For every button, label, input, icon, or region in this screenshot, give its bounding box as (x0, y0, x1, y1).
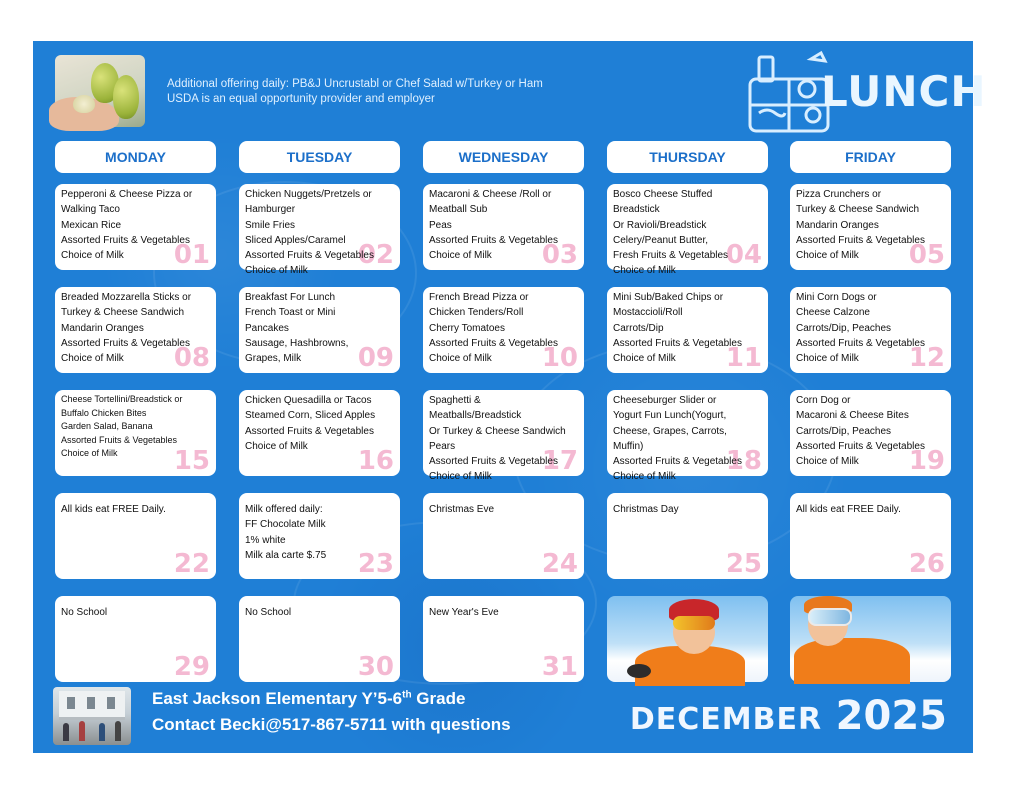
day-cell (790, 390, 951, 476)
school-name-suffix: Grade (411, 689, 466, 708)
pear-photo (55, 55, 145, 127)
daily-offering-info (167, 77, 543, 107)
date-number: 15 (173, 446, 210, 476)
menu-text: Mini Corn Dogs or Cheese Calzone Carrots/Dip, Peaches Assorted Fruits & Vegetables Choice of Milk (796, 292, 925, 365)
goggles-shape (673, 616, 715, 630)
day-cell (239, 493, 400, 579)
year-label: 2025 (835, 693, 947, 739)
school-building-photo (53, 687, 131, 745)
date-number: 30 (357, 652, 394, 682)
day-cell (55, 493, 216, 579)
day-cell (423, 390, 584, 483)
month-year (630, 693, 947, 739)
day-cell (607, 287, 768, 373)
menu-text: Corn Dog or Macaroni & Cheese Bites Carrots/Dip, Peaches Assorted Fruits & Vegetables Choice of Milk (796, 395, 925, 468)
day-cell (423, 493, 584, 579)
menu-text: Christmas Eve (429, 504, 495, 515)
menu-text: Pepperoni & Cheese Pizza or Walking Taco Mexican Rice Assorted Fruits & Vegetables Choice of Milk (61, 189, 193, 262)
info-line-offering: Additional offering daily: PB&J Uncrustabl or Chef Salad w/Turkey or Ham (167, 78, 543, 90)
kid-snow-photo (790, 596, 951, 682)
lunch-title: LUNCH (821, 67, 987, 116)
lunch-menu-poster (33, 41, 987, 753)
menu-text: Pizza Crunchers or Turkey & Cheese Sandwich Mandarin Oranges Assorted Fruits & Vegetables Choice of Milk (796, 189, 925, 262)
date-number: 23 (357, 549, 394, 579)
date-number: 02 (357, 240, 394, 270)
day-cell (607, 390, 768, 483)
date-number: 29 (173, 652, 210, 682)
menu-text: Bosco Cheese Stuffed Breadstick Or Ravioli/Breadstick Celery/Peanut Butter, Fresh Fruits & Vegetables Choice of Milk (613, 189, 729, 277)
menu-text: No School (61, 607, 108, 618)
menu-text: Breaded Mozzarella Sticks or Turkey & Cheese Sandwich Mandarin Oranges Assorted Fruits & Vegetables Choice of Milk (61, 292, 192, 365)
menu-text: Breakfast For Lunch French Toast or Mini Pancakes Sausage, Hashbrowns, Grapes, Milk (245, 292, 349, 365)
day-cell (55, 390, 216, 476)
pear-shape (113, 75, 139, 119)
date-number: 03 (541, 240, 578, 270)
kid-skiing-photo (607, 596, 768, 682)
date-number: 22 (173, 549, 210, 579)
date-number: 18 (725, 446, 762, 476)
school-name (152, 689, 465, 709)
day-cell (423, 287, 584, 373)
day-header-thursday: THURSDAY (607, 141, 768, 173)
day-cell (790, 287, 951, 373)
menu-text: Mini Sub/Baked Chips or Mostaccioli/Roll Carrots/Dip Assorted Fruits & Vegetables Choice of Milk (613, 292, 742, 365)
menu-text: Spaghetti & Meatballs/Breadstick Or Turkey & Cheese Sandwich Pears Assorted Fruits & Vegetables Choice of Milk (429, 395, 566, 483)
date-number: 17 (541, 446, 578, 476)
glove-shape (627, 664, 651, 678)
menu-text: No School (245, 607, 292, 618)
pear-slice-shape (73, 95, 95, 113)
day-header-wednesday: WEDNESDAY (423, 141, 584, 173)
day-cell (423, 184, 584, 270)
day-header-tuesday: TUESDAY (239, 141, 400, 173)
menu-text: Chicken Nuggets/Pretzels or Hamburger Smile Fries Sliced Apples/Caramel Assorted Fruits & Vegetables Choice of Milk (245, 189, 374, 277)
day-cell (239, 596, 400, 682)
lunch-logo (747, 49, 987, 135)
date-number: 08 (173, 343, 210, 373)
goggles-shape (808, 608, 852, 626)
month-label: DECEMBER (629, 702, 823, 737)
day-cell (239, 184, 400, 277)
person-shape (115, 721, 121, 741)
menu-text: Cheeseburger Slider or Yogurt Fun Lunch(Yogurt, Cheese, Grapes, Carrots, Muffin) Assorted Fruits & Vegetables Choice of Milk (613, 395, 742, 483)
day-header-monday: MONDAY (55, 141, 216, 173)
date-number: 25 (725, 549, 762, 579)
window-shape (87, 697, 95, 709)
day-cell (790, 184, 951, 270)
orange-jacket-shape (794, 638, 910, 684)
menu-text: Chicken Quesadilla or Tacos Steamed Corn, Sliced Apples Assorted Fruits & Vegetables Choice of Milk (245, 395, 376, 452)
day-cell (423, 596, 584, 682)
date-number: 24 (541, 549, 578, 579)
date-number: 01 (173, 240, 210, 270)
menu-text: New Year's Eve (429, 607, 499, 618)
day-cell (55, 287, 216, 373)
date-number: 31 (541, 652, 578, 682)
menu-text: Milk offered daily: FF Chocolate Milk 1% white Milk ala carte $.75 (245, 504, 327, 561)
date-number: 05 (908, 240, 945, 270)
day-cell (607, 493, 768, 579)
date-number: 12 (908, 343, 945, 373)
menu-text: Cheese Tortellini/Breadstick or Buffalo Chicken Bites Garden Salad, Banana Assorted Fruits & Vegetables Choice of Milk (61, 394, 183, 458)
menu-text: French Bread Pizza or Chicken Tenders/Roll Cherry Tomatoes Assorted Fruits & Vegetables Choice of Milk (429, 292, 558, 365)
window-shape (107, 697, 115, 709)
date-number: 11 (725, 343, 762, 373)
person-shape (99, 723, 105, 741)
day-cell (239, 287, 400, 373)
date-number: 19 (908, 446, 945, 476)
person-shape (79, 721, 85, 741)
menu-text: Christmas Day (613, 504, 679, 515)
menu-text: All kids eat FREE Daily. (61, 504, 166, 515)
school-name-prefix: East Jackson Elementary Y’5-6 (152, 689, 403, 708)
day-cell (55, 596, 216, 682)
day-header-friday: FRIDAY (790, 141, 951, 173)
person-shape (63, 723, 69, 741)
date-number: 26 (908, 549, 945, 579)
menu-text: Macaroni & Cheese /Roll or Meatball Sub Peas Assorted Fruits & Vegetables Choice of Milk (429, 189, 558, 262)
menu-text: All kids eat FREE Daily. (796, 504, 901, 515)
day-cell (55, 184, 216, 270)
date-number: 10 (541, 343, 578, 373)
info-line-usda: USDA is an equal opportunity provider and employer (167, 93, 435, 105)
school-name-superscript: th (402, 689, 412, 701)
day-cell (607, 184, 768, 277)
date-number: 09 (357, 343, 394, 373)
window-shape (67, 697, 75, 709)
day-cell (790, 493, 951, 579)
day-cell (239, 390, 400, 476)
contact-line: Contact Becki@517-867-5711 with questions (152, 715, 511, 734)
date-number: 04 (725, 240, 762, 270)
date-number: 16 (357, 446, 394, 476)
